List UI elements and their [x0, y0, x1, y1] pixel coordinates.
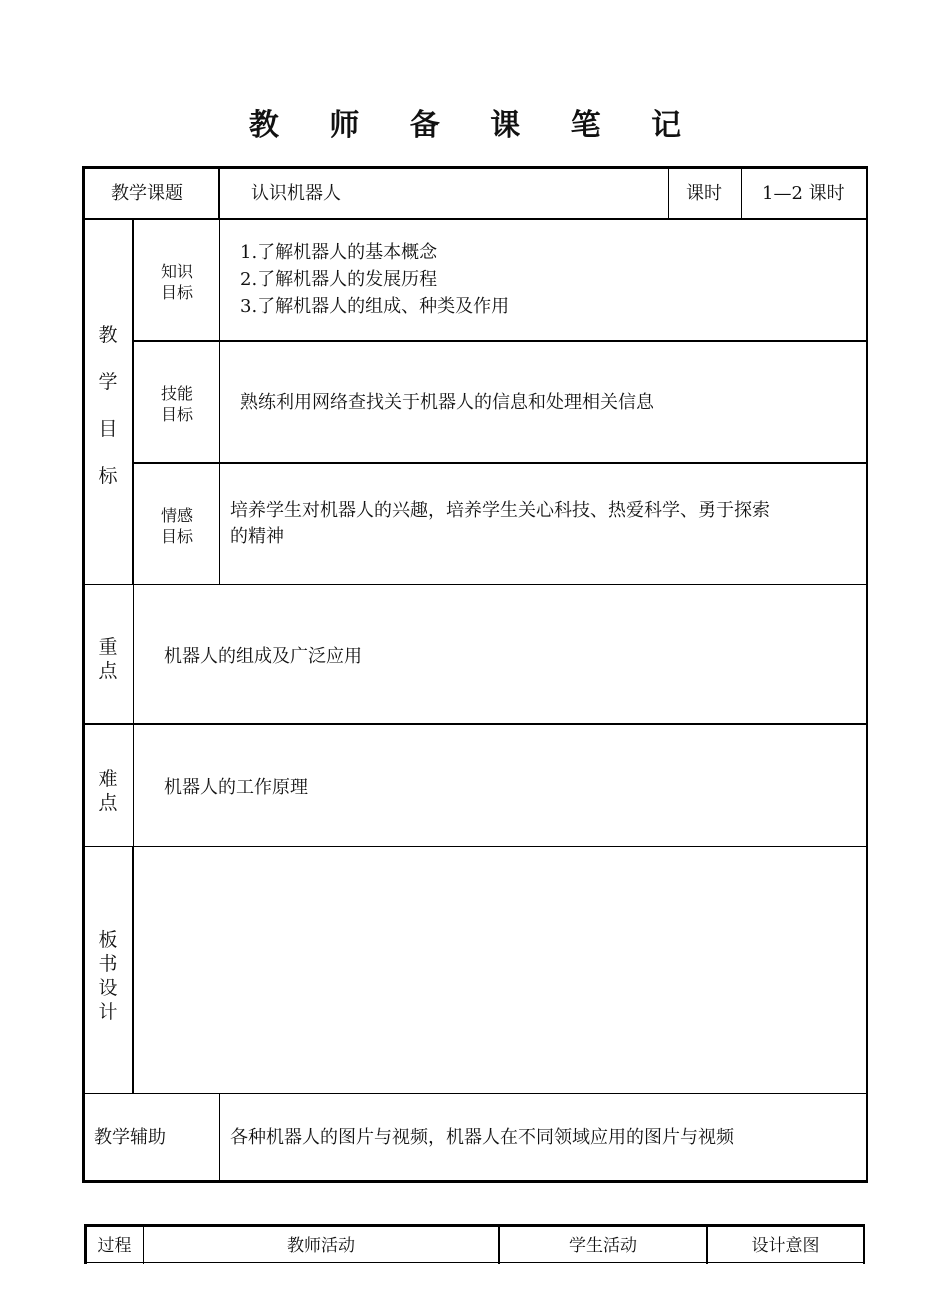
emotion-line: 培养学生对机器人的兴趣，培养学生关心科技、热爱科学、勇于探索: [230, 500, 770, 521]
objectives-label-char: 学: [98, 371, 118, 393]
objectives-label-char: 标: [98, 465, 118, 487]
key-point-content: 机器人的组成及广泛应用: [164, 646, 362, 667]
process-header-intent: 设计意图: [751, 1236, 820, 1256]
skill-content: 熟练利用网络查找关于机器人的信息和处理相关信息: [240, 392, 654, 413]
difficult-point-content: 机器人的工作原理: [164, 777, 308, 798]
objectives-label-char: 目: [98, 418, 118, 440]
process-header-teacher: 教师活动: [287, 1236, 355, 1256]
knowledge-line: 1.了解机器人的基本概念: [240, 242, 438, 263]
knowledge-label: 知识 目标: [160, 262, 193, 302]
objectives-label-char: 教: [98, 324, 118, 346]
page-title: 教 师 备 课 笔 记: [248, 108, 702, 143]
knowledge-line: 3.了解机器人的组成、种类及作用: [240, 296, 510, 317]
hours-value: 1—2 课时: [762, 183, 845, 204]
knowledge-line: 2.了解机器人的发展历程: [240, 269, 438, 290]
skill-label: 技能 目标: [160, 384, 193, 424]
topic-label: 教学课题: [111, 183, 183, 204]
process-header-student: 学生活动: [569, 1236, 637, 1256]
hours-label: 课时: [686, 183, 722, 204]
emotion-label: 情感 目标: [160, 506, 193, 546]
process-header-stage: 过程: [97, 1236, 132, 1256]
teaching-aids-label: 教学辅助: [94, 1127, 166, 1148]
emotion-line: 的精神: [230, 526, 284, 547]
teaching-aids-content: 各种机器人的图片与视频，机器人在不同领域应用的图片与视频: [230, 1127, 734, 1148]
topic-value: 认识机器人: [251, 183, 341, 204]
